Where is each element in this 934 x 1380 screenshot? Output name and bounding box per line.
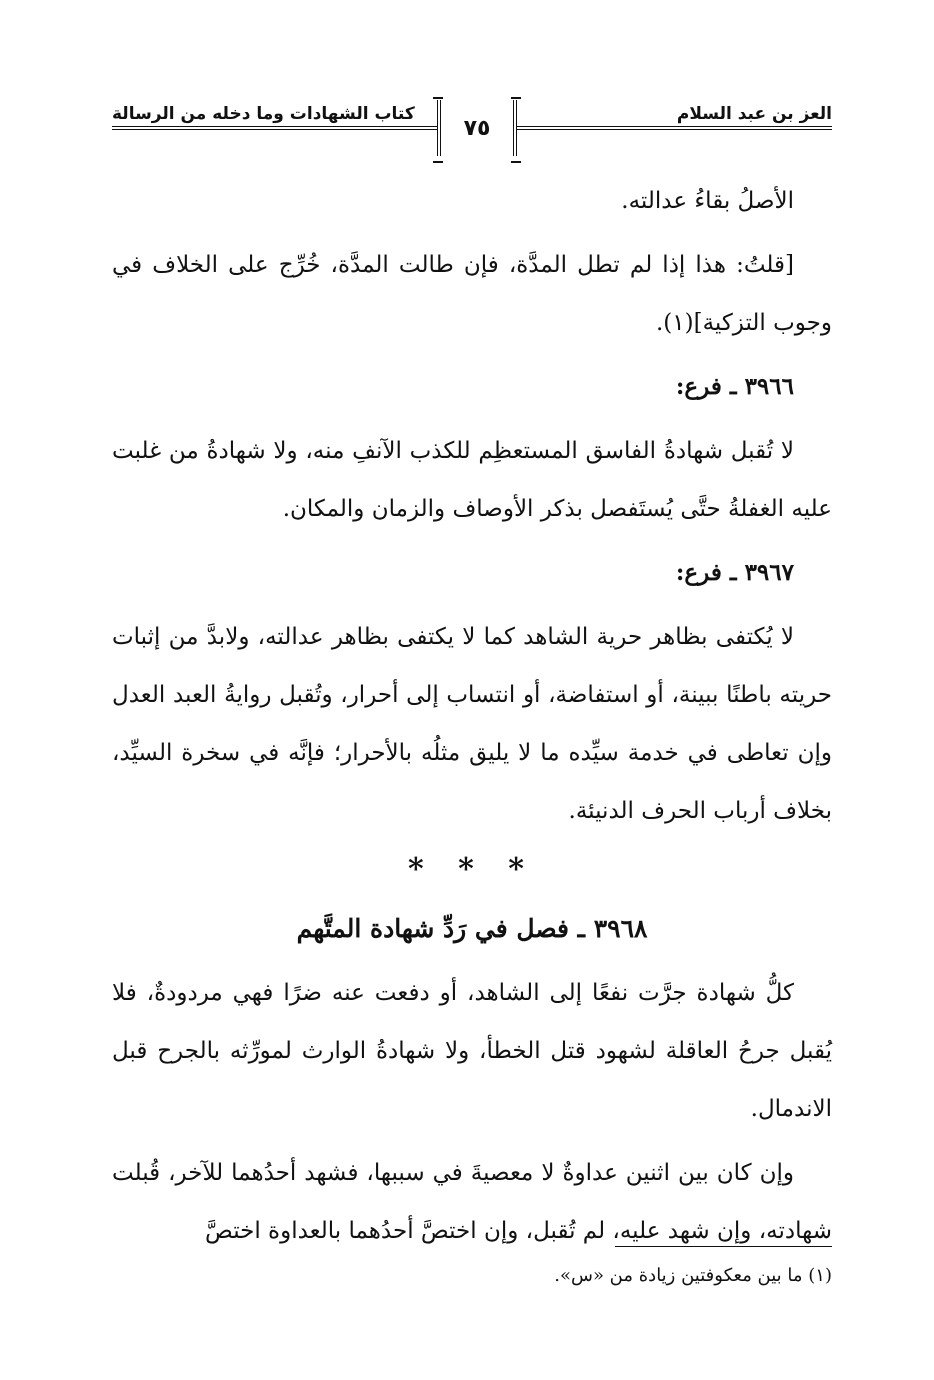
paragraph: الأصلُ بقاءُ عدالته. [621, 188, 794, 214]
paragraph: لا تُقبل شهادةُ الفاسق المستعظِم للكذب الآنفِ منه، ولا شهادةُ من غلبت عليه الغفلةُ حتَّى يُستَفصل بذكر الأوصاف والزمان والمكان. [112, 438, 832, 522]
running-header [112, 96, 832, 166]
header-author: العز بن عبد السلام [676, 104, 832, 124]
page-body [112, 172, 832, 1260]
footnote-rule [615, 1246, 832, 1247]
paragraph: لا يُكتفى بظاهر حرية الشاهد كما لا يكتفى بظاهر عدالته، ولابدَّ من إثبات حريته باطنًا ببينة، أو استفاضة، أو انتساب إلى أحرار، وتُقبل روايةُ العبد العدل وإن تعاطى في خدمة سيِّده ما لا يليق مثلُه بالأحرار؛ فإنَّه في سخرة السيِّد، بخلاف أرباب الحرف الدنيئة. [112, 624, 832, 824]
paragraph: [قلتُ: هذا إذا لم تطل المدَّة، فإن طالت المدَّة، خُرِّج على الخلاف في وجوب التزكية](١). [112, 252, 832, 336]
branch-heading: ٣٩٦٧ ـ فرع: [675, 559, 794, 586]
header-rule-left [112, 126, 437, 130]
header-book-title: كتاب الشهادات وما دخله من الرسالة [112, 104, 415, 124]
section-heading: ٣٩٦٨ ـ فصل في رَدِّ شهادة المتَّهم [296, 914, 648, 943]
section-separator: * * * [408, 852, 536, 887]
branch-heading: ٣٩٦٦ ـ فرع: [675, 373, 794, 400]
header-rule-right [517, 126, 832, 130]
page-number: ٧٥ [463, 115, 491, 141]
paragraph: كلُّ شهادة جرَّت نفعًا إلى الشاهد، أو دفعت عنه ضرًا فهي مردودةٌ، فلا يُقبل جرحُ العاقلة لشهود قتل الخطأ، ولا شهادةُ الوارث لمورِّثه بالجرح قبل الاندمال. [112, 980, 832, 1122]
page-number-frame [437, 100, 517, 156]
footnote: (١) ما بين معكوفتين زيادة من «س». [554, 1265, 832, 1286]
paragraph: وإن كان بين اثنين عداوةٌ لا معصيةَ في سببها، فشهد أحدُهما للآخر، قُبلت شهادته، وإن شهد عليه، لم تُقبل، وإن اختصَّ أحدُهما بالعداوة اختصَّ [112, 1160, 832, 1244]
